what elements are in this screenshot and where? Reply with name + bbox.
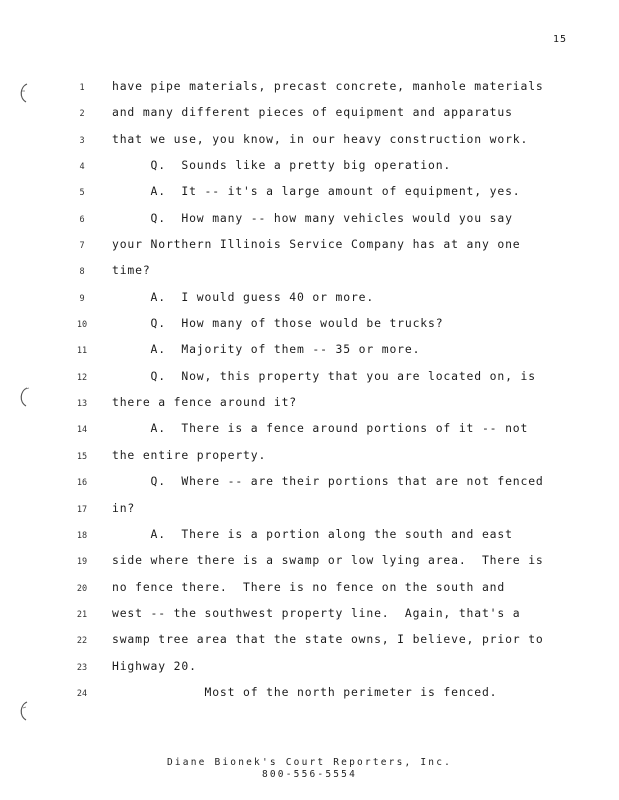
transcript-body (0, 76, 619, 708)
line-number: 20 (76, 583, 88, 594)
line-text: your Northern Illinois Service Company has at any one (112, 237, 521, 252)
line-text: Q. How many -- how many vehicles would you say (112, 210, 513, 225)
line-text: A. Majority of them -- 35 or more. (112, 342, 421, 357)
line-number: 18 (76, 530, 88, 541)
line-text: side where there is a swamp or low lying area. There is (112, 553, 544, 568)
line-text: no fence there. There is no fence on the south and (112, 579, 506, 594)
line-number: 1 (79, 83, 85, 93)
line-number: 6 (79, 214, 85, 225)
transcript-line (0, 629, 619, 655)
line-number: 21 (76, 609, 88, 620)
line-number: 16 (76, 478, 88, 489)
line-number: 14 (76, 425, 88, 436)
line-number: 12 (76, 372, 88, 383)
line-number: 10 (76, 320, 88, 331)
transcript-line (0, 656, 619, 682)
transcript-line (0, 155, 619, 181)
line-number: 7 (79, 241, 85, 252)
line-number: 24 (76, 688, 88, 699)
line-number: 8 (79, 267, 85, 278)
line-text: A. It -- it's a large amount of equipment, yes. (112, 184, 521, 199)
line-text: west -- the southwest property line. Again, that's a (112, 605, 521, 620)
footer-company: Diane Bionek's Court Reporters, Inc. (166, 757, 453, 768)
line-number: 13 (76, 399, 88, 410)
transcript-line (0, 603, 619, 629)
transcript-line (0, 181, 619, 207)
line-number: 23 (76, 662, 88, 673)
line-text: have pipe materials, precast concrete, manhole materials (112, 79, 544, 93)
transcript-line (0, 550, 619, 576)
line-text: A. There is a fence around portions of it -- not (112, 421, 529, 436)
transcript-line (0, 208, 619, 234)
transcript-line (0, 287, 619, 313)
page-number: 15 (552, 34, 567, 45)
line-text: A. There is a portion along the south and east (112, 526, 513, 541)
transcript-line (0, 366, 619, 392)
line-text: the entire property. (112, 447, 267, 462)
transcript-line (0, 418, 619, 444)
transcript-line (0, 682, 619, 708)
line-text: there a fence around it? (112, 395, 297, 410)
line-number: 9 (79, 293, 85, 304)
transcript-line (0, 234, 619, 260)
transcript-line (0, 76, 619, 102)
transcript-line (0, 577, 619, 603)
transcript-line (0, 102, 619, 128)
line-number: 3 (79, 135, 85, 146)
transcript-line (0, 524, 619, 550)
line-number: 19 (76, 557, 88, 568)
line-text: time? (112, 263, 151, 278)
line-text: swamp tree area that the state owns, I believe, prior to (112, 632, 544, 647)
line-number: 22 (76, 636, 88, 647)
transcript-line (0, 129, 619, 155)
line-text: Q. Sounds like a pretty big operation. (112, 158, 452, 173)
line-text: Highway 20. (112, 658, 197, 673)
transcript-line (0, 445, 619, 471)
transcript-line (0, 339, 619, 365)
line-text: Q. Where -- are their portions that are not fenced (112, 474, 544, 489)
line-number: 17 (76, 504, 88, 515)
line-number: 4 (79, 162, 85, 173)
transcript-line (0, 260, 619, 286)
transcript-line (0, 392, 619, 418)
line-text: Q. Now, this property that you are located on, is (112, 368, 536, 383)
line-number: 11 (76, 346, 88, 357)
line-text: in? (112, 500, 136, 515)
line-text: Q. How many of those would be trucks? (112, 316, 444, 331)
line-text: Most of the north perimeter is fenced. (112, 684, 498, 699)
line-number: 15 (76, 451, 88, 462)
line-number: 5 (79, 188, 85, 199)
transcript-line (0, 313, 619, 339)
line-text: and many different pieces of equipment and apparatus (112, 105, 513, 120)
transcript-line (0, 498, 619, 524)
footer-phone: 800-556-5554 (261, 769, 358, 780)
line-number: 2 (79, 109, 85, 120)
transcript-line (0, 471, 619, 497)
line-text: that we use, you know, in our heavy construction work. (112, 131, 529, 146)
line-text: A. I would guess 40 or more. (112, 289, 375, 304)
